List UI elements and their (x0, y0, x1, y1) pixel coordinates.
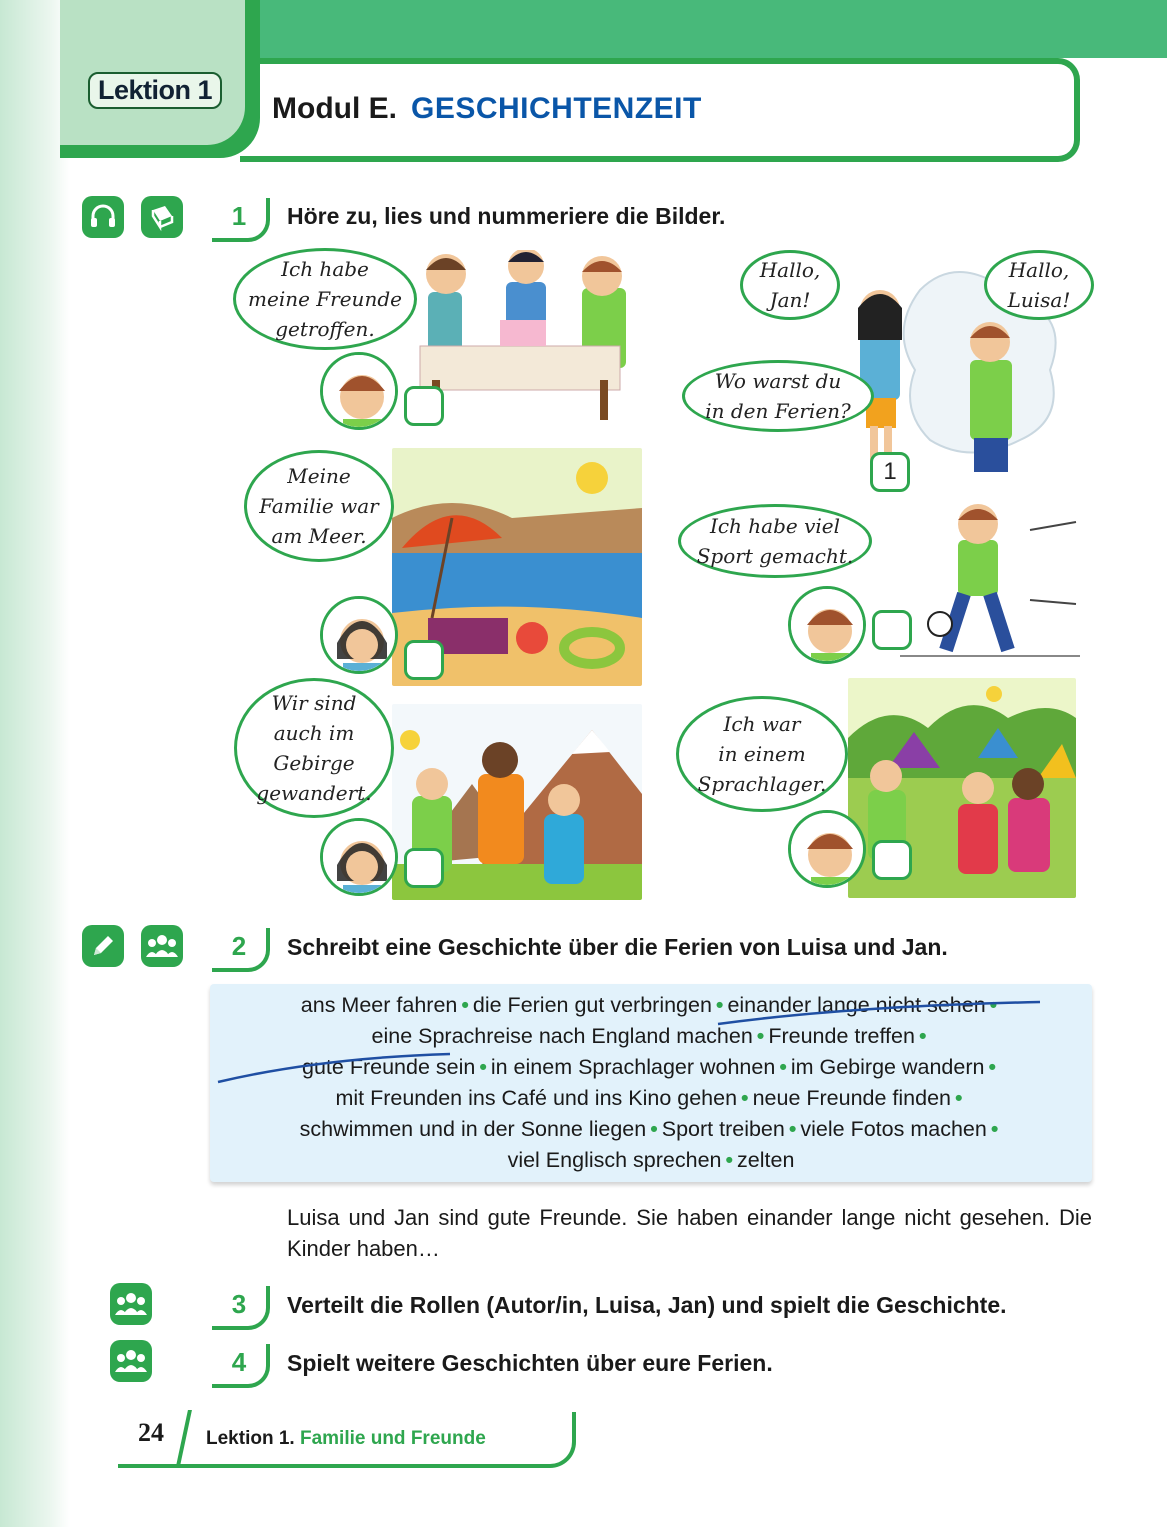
phrase: mit Freunden ins Café und ins Kino gehen (335, 1086, 738, 1110)
phrase: im Gebirge wandern (790, 1055, 985, 1079)
phrase: zelten (737, 1148, 795, 1172)
speech-bubble-sport: Ich habe viel Sport gemacht. (678, 504, 872, 578)
avatar-jan-sport (788, 586, 866, 664)
phrase: in einem Sprachlager wohnen (490, 1055, 776, 1079)
phrase: einander lange nicht sehen (727, 993, 986, 1017)
word-line-5: schwimmen und in der Sonne liegen • Sport treiben • viele Fotos machen • (299, 1117, 999, 1141)
task-number-4: 4 (212, 1344, 270, 1388)
phrase: schwimmen und in der Sonne liegen (299, 1117, 647, 1141)
book-icon (141, 196, 183, 238)
phrase: neue Freunde finden (752, 1086, 952, 1110)
word-line-1: ans Meer fahren • die Ferien gut verbringen • einander lange nicht sehen • (300, 993, 998, 1017)
phrase: die Ferien gut verbringen (472, 993, 712, 1017)
phrase: Freunde treffen (768, 1024, 915, 1048)
word-line-3: gute Freunde sein • in einem Sprachlager wohnen • im Gebirge wandern • (302, 1055, 996, 1079)
modul-title: GESCHICHTENZEIT (410, 92, 702, 125)
page-number: 24 (138, 1418, 164, 1447)
speech-bubble-meer: Meine Familie war am Meer. (244, 450, 394, 562)
speech-bubble-wo-warst: Wo warst du in den Ferien? (682, 360, 874, 432)
task2-instruction: Schreibt eine Geschichte über die Ferien von Luisa und Jan. (287, 934, 948, 960)
avatar-luisa-mountains (320, 818, 398, 896)
phrase: viel Englisch sprechen (507, 1148, 722, 1172)
word-line-2: eine Sprachreise nach England machen • Freunde treffen • (371, 1024, 927, 1048)
phrase: gute Freunde sein (302, 1055, 476, 1079)
page-title (272, 92, 702, 126)
left-margin-strip (0, 0, 70, 1527)
group-icon (110, 1340, 152, 1382)
word-line-6: viel Englisch sprechen • zelten (507, 1148, 795, 1172)
pencil-icon (82, 925, 124, 967)
answer-box-sport[interactable] (872, 610, 912, 650)
word-bank (210, 984, 1092, 1182)
pen-strike-marks (210, 984, 1092, 1182)
avatar-luisa-beach (320, 596, 398, 674)
group-icon (110, 1283, 152, 1325)
task-number-3: 3 (212, 1286, 270, 1330)
task3-instruction: Verteilt die Rollen (Autor/in, Luisa, Jan) und spielt die Geschichte. (287, 1292, 1007, 1318)
answer-box-mountains[interactable] (404, 848, 444, 888)
group-icon (141, 925, 183, 967)
task1-instruction: Höre zu, lies und nummeriere die Bilder. (287, 203, 726, 229)
speech-bubble-hallo-jan: Hallo, Jan! (740, 250, 840, 320)
speech-bubble-hallo-luisa: Hallo, Luisa! (984, 250, 1094, 320)
answer-box-cafe[interactable] (404, 386, 444, 426)
task-number-1: 1 (212, 198, 270, 242)
task-number-2: 2 (212, 928, 270, 972)
answer-box-camp[interactable] (872, 840, 912, 880)
header-band (250, 0, 1167, 58)
answer-box-beach[interactable] (404, 640, 444, 680)
phrase: eine Sprachreise nach England machen (371, 1024, 753, 1048)
speech-bubble-cafe: Ich habe meine Freunde getroffen. (233, 248, 417, 350)
footer-lektion-title: Familie und Freunde (299, 1428, 486, 1449)
footer-lektion-prefix: Lektion 1. (206, 1428, 295, 1449)
answer-box-phone-call[interactable]: 1 (870, 452, 910, 492)
picture-sport (900, 500, 1080, 660)
phrase: viele Fotos machen (800, 1117, 987, 1141)
speech-bubble-sprachlager: Ich war in einem Sprachlager. (676, 696, 848, 812)
speech-bubble-gebirge: Wir sind auch im Gebirge gewandert. (234, 678, 394, 818)
avatar-jan-camp (788, 810, 866, 888)
story-start: Luisa und Jan sind gute Freunde. Sie haben einander lange nicht gesehen. Die Kinder haben… (287, 1205, 1092, 1261)
phrase: Sport treiben (661, 1117, 785, 1141)
footer-lesson (206, 1428, 486, 1450)
lektion-label: Lektion 1 (88, 72, 222, 109)
picture-cafe (410, 250, 642, 428)
task4-instruction: Spielt weitere Geschichten über eure Ferien. (287, 1350, 773, 1376)
phrase: ans Meer fahren (300, 993, 458, 1017)
modul-prefix: Modul E. (272, 92, 397, 125)
word-line-4: mit Freunden ins Café und ins Kino gehen • neue Freunde finden • (335, 1086, 963, 1110)
avatar-jan-cafe (320, 352, 398, 430)
headphones-icon (82, 196, 124, 238)
